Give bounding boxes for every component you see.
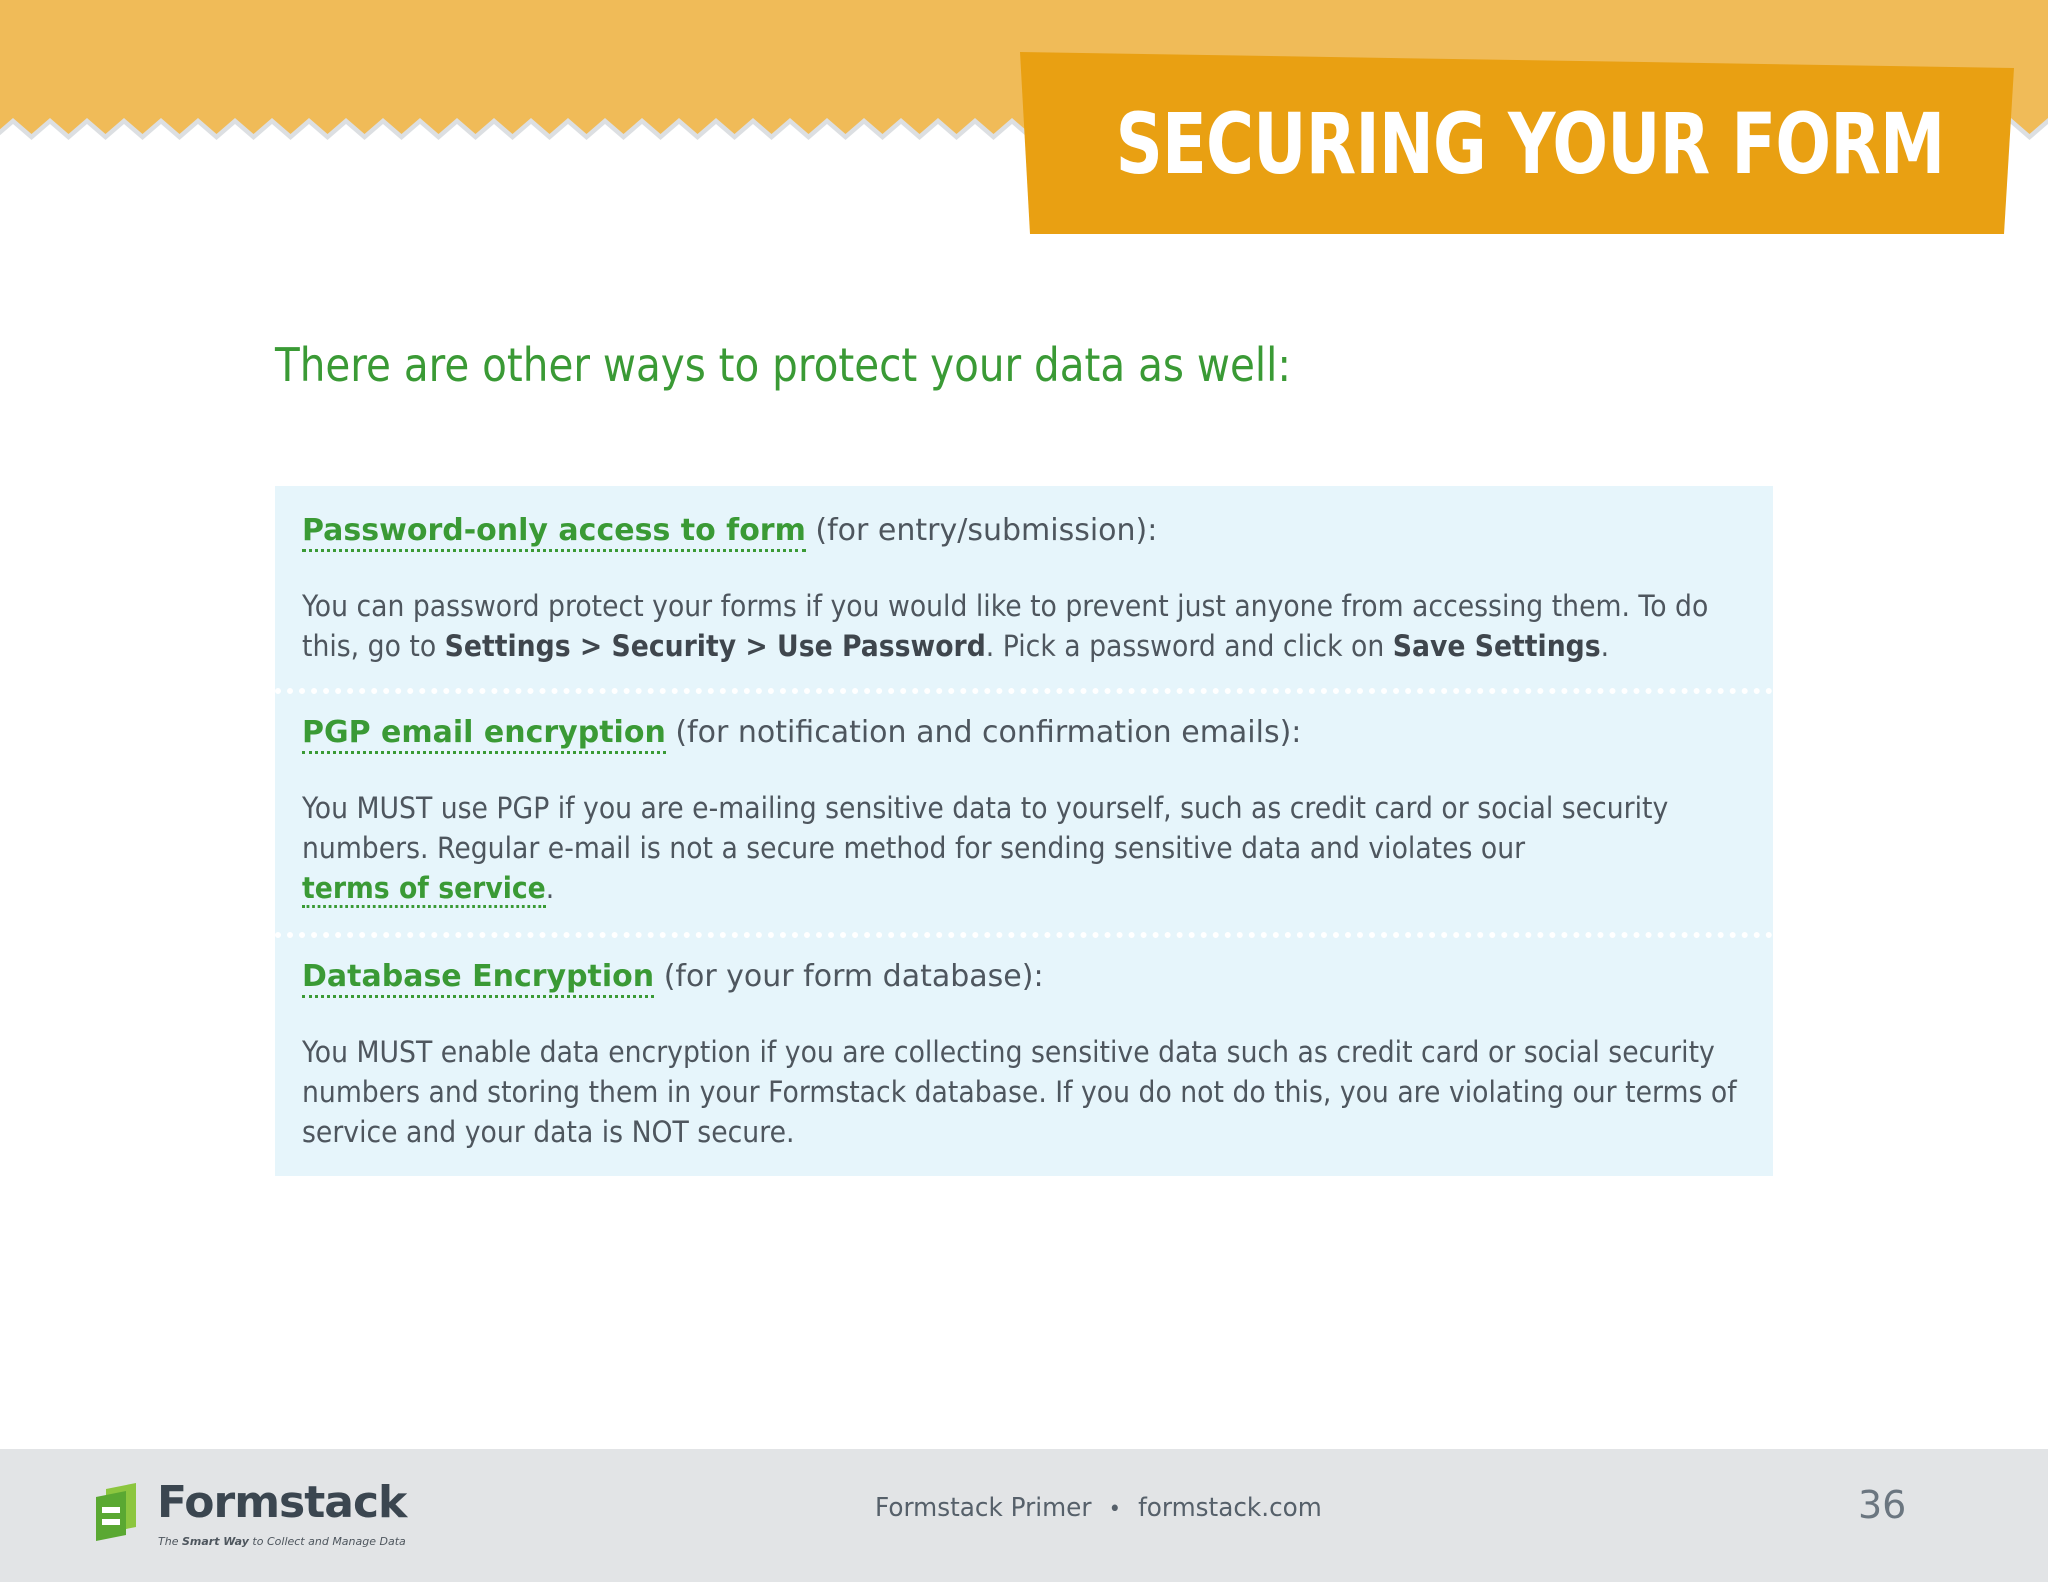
body-text: You can password protect your forms if you would like to prevent just anyone from accessing them. To do this, go to — [302, 589, 1709, 663]
body-text: . — [1600, 629, 1610, 663]
terms-of-service-link[interactable]: terms of service — [302, 871, 546, 908]
section-body — [302, 586, 1737, 666]
section-qualifier: (for notification and confirmation emails): — [665, 715, 1302, 750]
page-number: 36 — [1858, 1483, 1907, 1527]
section-qualifier: (for entry/submission): — [805, 513, 1158, 548]
info-box — [275, 486, 1773, 1176]
section-qualifier: (for your form database): — [654, 959, 1044, 994]
section-pgp-encryption — [302, 712, 1762, 908]
database-encryption-link[interactable]: Database Encryption — [302, 959, 654, 998]
footer-credits — [875, 1493, 1322, 1523]
body-text: . Pick a password and click on — [985, 629, 1393, 663]
formstack-logo[interactable] — [92, 1477, 407, 1553]
footer — [0, 1449, 2048, 1582]
title-ribbon — [1018, 52, 2018, 236]
save-settings-label: Save Settings — [1392, 629, 1601, 663]
publication-name: Formstack Primer — [875, 1493, 1092, 1523]
pgp-encryption-link[interactable]: PGP email encryption — [302, 715, 666, 754]
section-heading — [302, 956, 1762, 998]
menu-path: Settings > Security > Use Password — [444, 629, 986, 663]
section-database-encryption — [302, 956, 1762, 1152]
section-divider — [275, 932, 1773, 938]
password-access-link[interactable]: Password-only access to form — [302, 513, 806, 552]
logo-wordmark: Formstack — [157, 1477, 407, 1528]
section-password-access — [302, 510, 1762, 666]
section-heading — [302, 712, 1762, 754]
website-link[interactable]: formstack.com — [1138, 1493, 1322, 1523]
section-body: You MUST enable data encryption if you are collecting sensitive data such as credit card or social security numbers and storing them in your Formstack database. If you do not do this, you are violating our terms of service and your data is NOT secure. — [302, 1035, 1737, 1149]
tagline-text: to Collect and Manage Data — [248, 1535, 406, 1548]
body-text: You MUST use PGP if you are e-mailing sensitive data to yourself, such as credit card or social security numbers. Regular e-mail is not a secure method for sending sensitive data and violates our — [302, 791, 1669, 865]
formstack-logo-icon — [92, 1483, 148, 1543]
section-body — [302, 788, 1737, 908]
tagline-emphasis: Smart Way — [181, 1535, 249, 1548]
separator-dot: • — [1108, 1497, 1121, 1522]
logo-tagline — [158, 1535, 406, 1548]
intro-subheading: There are other ways to protect your data as well: — [275, 338, 1292, 392]
section-divider — [275, 688, 1773, 694]
tagline-text: The — [158, 1535, 182, 1548]
section-heading — [302, 510, 1762, 552]
page-title: SECURING YOUR FORM — [1115, 95, 1945, 193]
body-text: . — [545, 871, 555, 905]
